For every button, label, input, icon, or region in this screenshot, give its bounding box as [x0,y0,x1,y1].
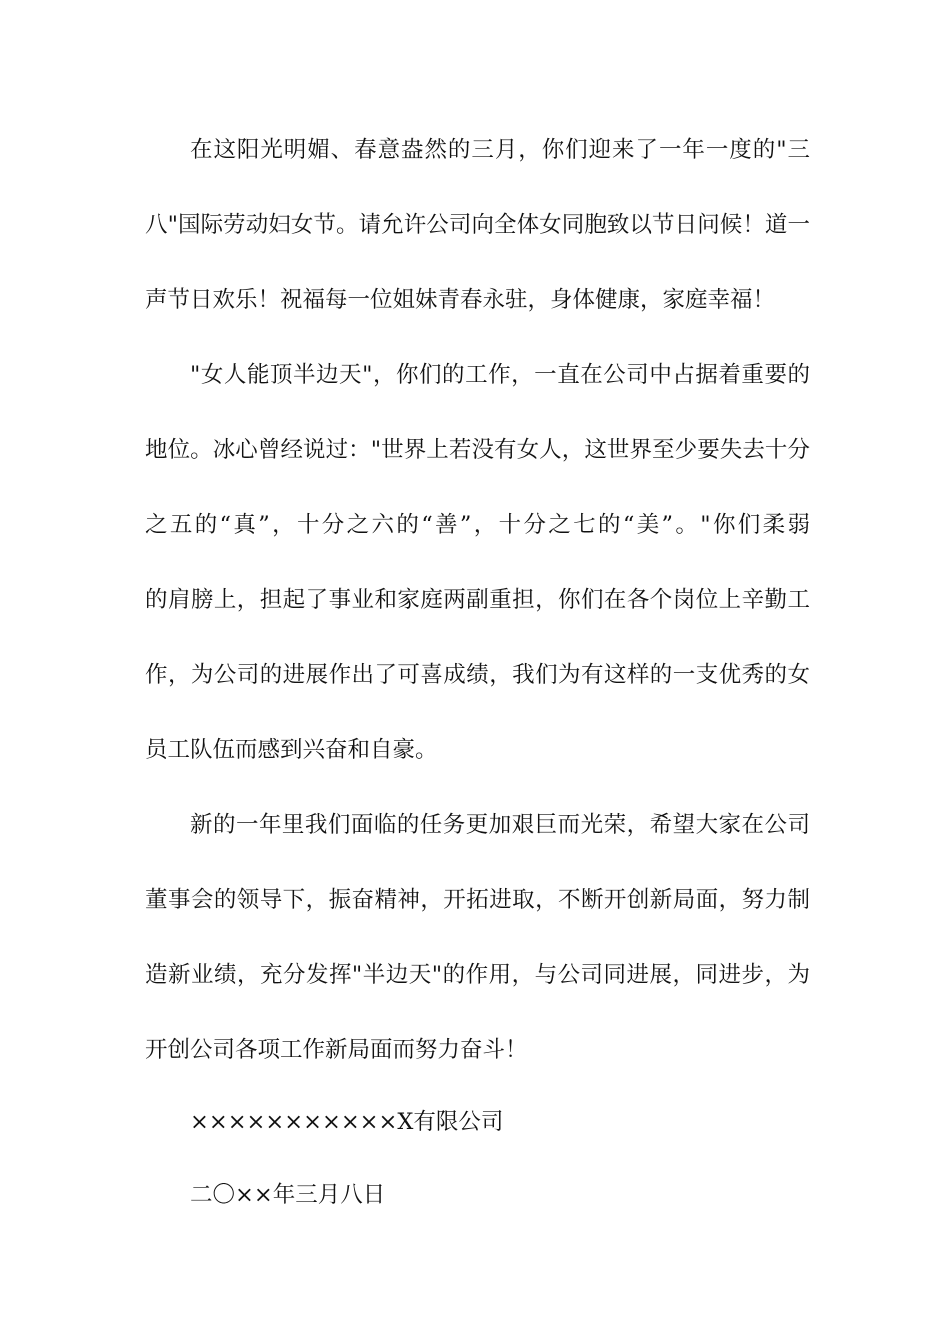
paragraph-2-line-6: 员工队伍而感到兴奋和自豪。 [145,737,438,763]
paragraph-1-line-2: 八"国际劳动妇女节。请允许公司向全体女同胞致以节日问候！道一 [145,212,810,238]
signature-date: 二〇××年三月八日 [190,1182,386,1208]
paragraph-3-line-2: 董事会的领导下，振奋精神，开拓进取，不断开创新局面，努力制 [145,887,810,913]
paragraph-2-line-5: 作，为公司的进展作出了可喜成绩，我们为有这样的一支优秀的女 [145,662,810,688]
paragraph-3-line-3: 造新业绩，充分发挥"半边天"的作用，与公司同进展，同进步，为 [145,962,810,988]
paragraph-2-line-2: 地位。冰心曾经说过："世界上若没有女人，这世界至少要失去十分 [145,437,810,463]
paragraph-2-line-1: "女人能顶半边天"，你们的工作，一直在公司中占据着重要的 [190,362,810,388]
paragraph-1-line-1: 在这阳光明媚、春意盎然的三月，你们迎来了一年一度的"三 [190,137,810,163]
paragraph-2-line-3: 之五的“真”，十分之六的“善”，十分之七的“美”。"你们柔弱 [145,512,810,538]
paragraph-3-line-4: 开创公司各项工作新局面而努力奋斗！ [145,1037,528,1063]
paragraph-1-line-3: 声节日欢乐！祝福每一位姐妹青春永驻，身体健康，家庭幸福！ [145,287,776,313]
signature-company: ×××××××××××X有限公司 [190,1109,504,1135]
paragraph-2-line-4: 的肩膀上，担起了事业和家庭两副重担，你们在各个岗位上辛勤工 [145,587,810,613]
paragraph-3-line-1: 新的一年里我们面临的任务更加艰巨而光荣，希望大家在公司 [190,812,810,838]
